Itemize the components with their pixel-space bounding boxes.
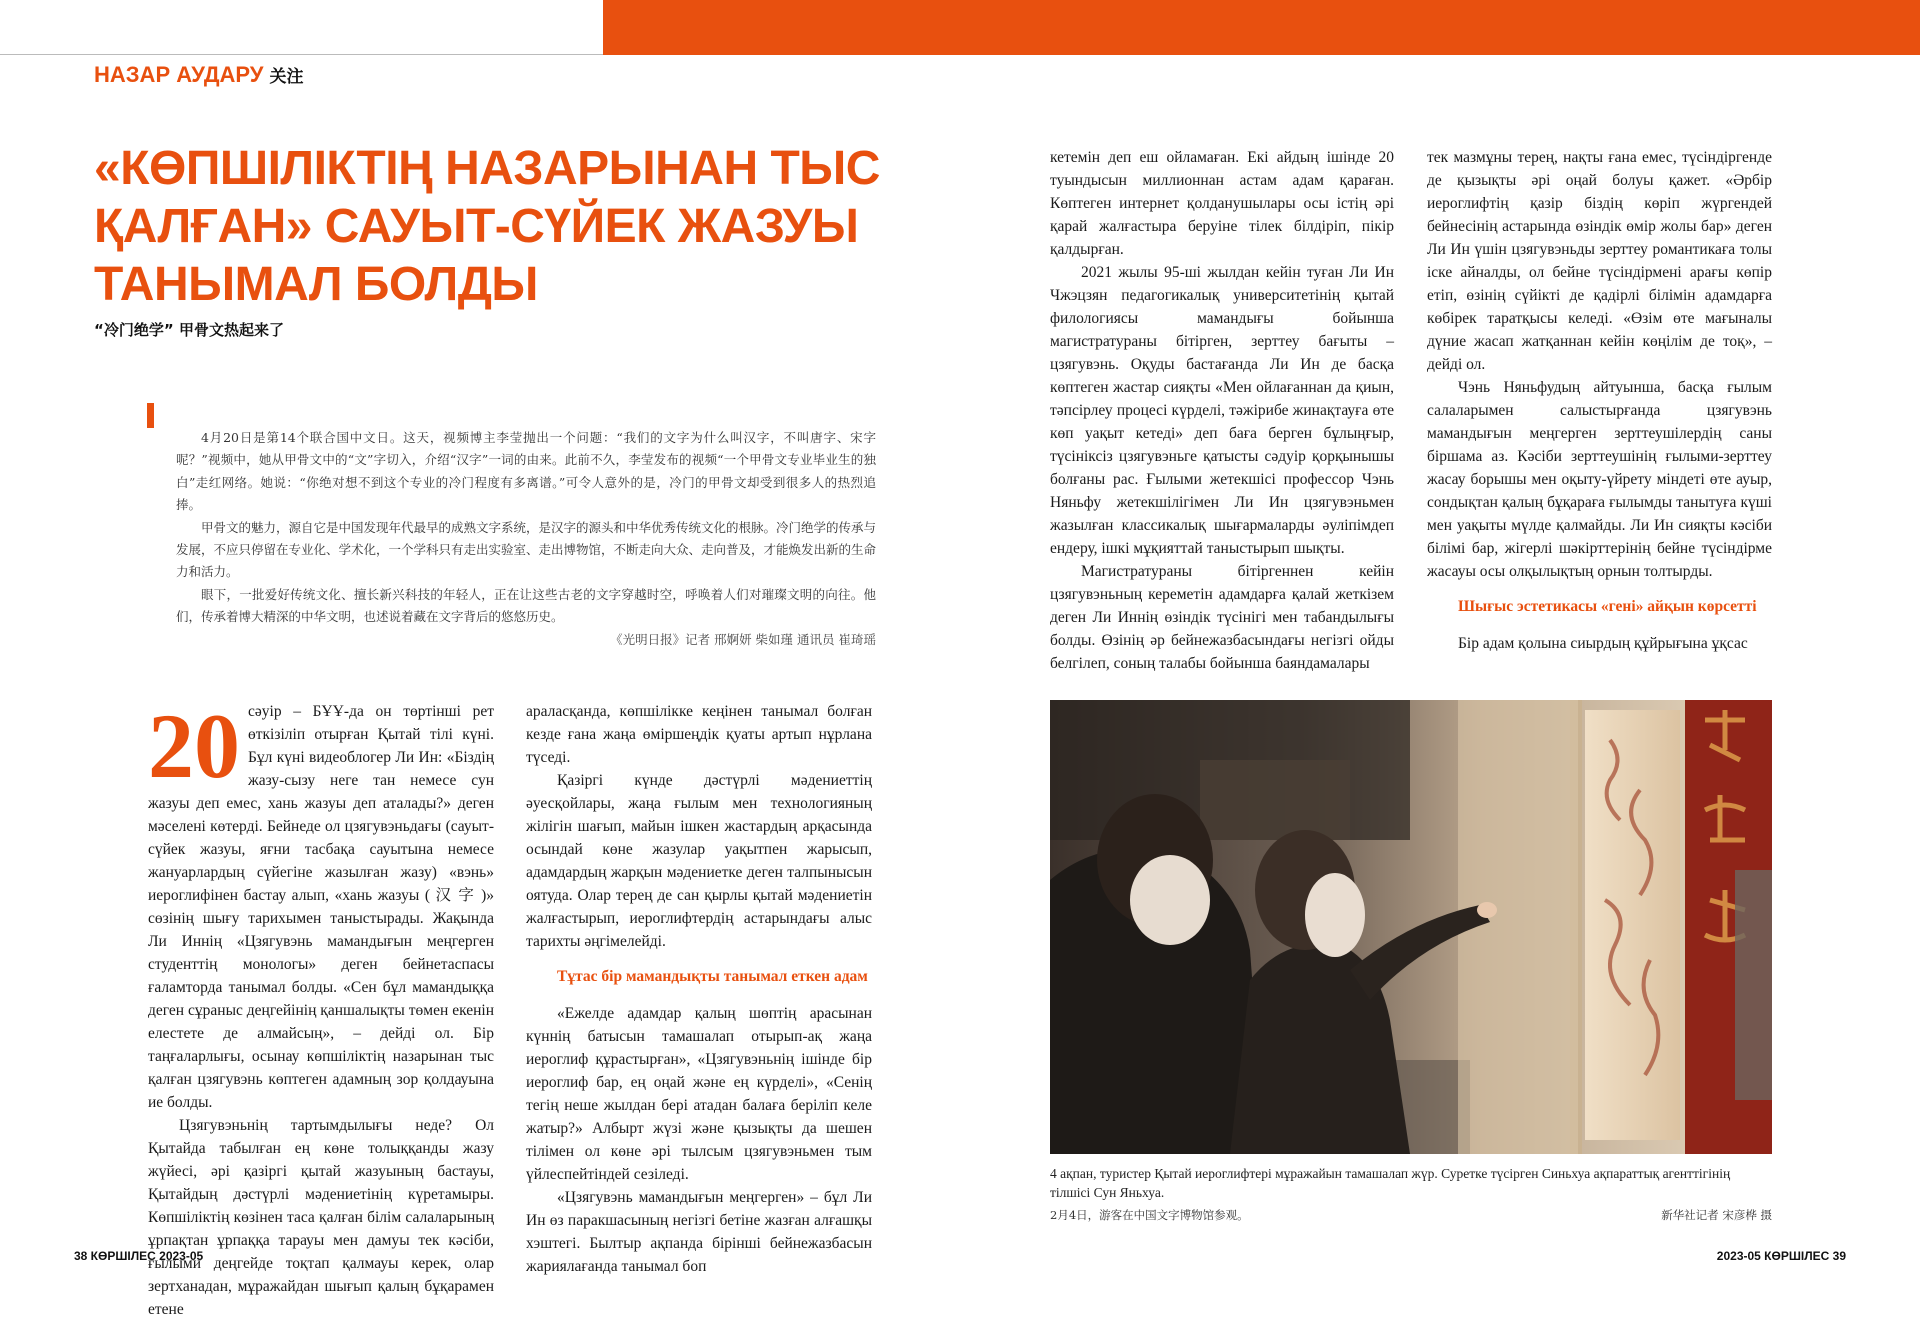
body-paragraph: «Ежелде адамдар қалың шөптің арасынан күннің батысын тамашалап отырып-ақ жаңа иероглиф құрастырған», «Цзягувэньнің ішінде бір иероглиф бар, ең оңай және ең күрделі», «Сенің тегің неше жылдан бері атадан балаға беріліп келе жатыр?» Албырт жүзі және қызықты да шешен тілімен ол көне әрі тылсым цзягувэньмен тым үйлеспейтіндей сезіледі.	[526, 1005, 872, 1183]
body-paragraph: Чэнь Няньфудың айтуынша, басқа ғылым салаларымен салыстырғанда цзягувэнь мамандығын меңгерген зерттеушілердің саны біршама аз. Кәсіби зерттеушінің ғылыми-зерттеу жасау борышы мен оқыту-үйрету міндеті өте ауыр, сондықтан қалың бұқараға ғылымды танытуға күші мен уақыты мүлде қалмайды. Ли Ин сияқты кәсіби білімі бар, жігерлі шәкірттерінің бейне түсіндірме жасауы осы олқылықтың орнын толтырды.	[1427, 379, 1772, 580]
caption-zh: 2月4日，游客在中国文字博物馆参观。	[1050, 1208, 1249, 1222]
lead-credit: 《光明日报》记者 邢婀妍 柴如瑾 通讯员 崔琦瑶	[610, 631, 876, 647]
caption-zh-row	[1050, 1206, 1772, 1225]
body-paragraph: Цзягувэньнің тартымдылығы неде? Ол Қытайда табылған ең көне толыққанды жазу жүйесі, әрі қазіргі қытай жазуының бастауы, Қытайдың дәстүрлі мәдениетінің күретамыры. Көпшіліктің көзінен таса қалған білім салаларының ұрпақтан ұрпаққа тарауы мен дамуы тек кәсіби, ғылыми деңгейде тоқтап қалмауы керек, олар зертханадан, мұражайдан шығып қалың бұқарамен етене	[148, 1117, 494, 1318]
section-label-zh: 关注	[269, 67, 304, 86]
body-column-1	[148, 695, 494, 1321]
section-label	[94, 62, 303, 88]
body-paragraph: араласқанда, көпшілікке кеңінен танымал болған кезде ғана жаңа өміршеңдік қуаты артып нұрлана түседі.	[526, 703, 872, 766]
section-heading: Шығыс эстетикасы «гені» айқын көрсетті	[1458, 598, 1757, 615]
body-column-3	[1050, 146, 1394, 675]
body-paragraph: Магистратураны бітіргеннен кейін цзягувэньның кереметін адамдарға қалай жеткізем деген Ли Иннің өзіндік түсінігі мен табандылығы болды. Өзінің әр бейнежазбасындағы негізгі ойды белгілеп, соның талабы бойынша баяндамалары	[1050, 563, 1394, 672]
lead-paragraph: 4月20日是第14个联合国中文日。这天，视频博主李莹抛出一个问题：“我们的文字为什么叫汉字，不叫唐字、宋字呢？”视频中，她从甲骨文中的“文”字切入，介绍“汉字”一词的由来。此前不久，李莹发布的视频“一个甲骨文专业毕业生的独白”走红网络。她说：“你绝对想不到这个专业的冷门程度有多离谱。”可令人意外的是，冷门的甲骨文却受到很多人的热烈追捧。	[176, 430, 876, 513]
section-heading: Тұтас бір мамандықты танымал еткен адам	[557, 968, 868, 985]
scroll-panel	[1585, 710, 1680, 1140]
body-paragraph	[148, 695, 494, 1114]
body-column-2	[526, 700, 872, 1278]
article-subtitle-zh: “冷门绝学” 甲骨文热起来了	[94, 321, 284, 339]
title-line-1: «КӨПШІЛІКТІҢ НАЗАРЫНАН ТЫС	[94, 142, 880, 195]
body-paragraph: кетемін деп еш ойламаған. Екі айдың ішінде 20 туындысын миллионнан астам адам қараған. Көптеген интернет қолданушылары осы істің әрі қарай жалғастыра беруіне тілек білдіріп, пікір қалдырған.	[1050, 149, 1394, 258]
chinese-lead	[176, 427, 876, 651]
museum-photo	[1050, 700, 1772, 1154]
page-folio-right: 2023-05 КӨРШІЛЕС 39	[1716, 1249, 1846, 1263]
caption-kk: 4 ақпан, туристер Қытай иероглифтері мұражайын тамашалап жүр. Суретке түсірген Синьхуа ақпараттық агенттігінің тілшісі Сун Яньхуа.	[1050, 1166, 1731, 1200]
lead-paragraph: 甲骨文的魅力，源自它是中国发现年代最早的成熟文字系统，是汉字的源头和中华优秀传统文化的根脉。冷门绝学的传承与发展，不应只停留在专业化、学术化，一个学科只有走出实验室、走出博物馆，不断走向大众、走向普及，才能焕发出新的生命力和活力。	[176, 519, 877, 580]
body-text: сәуір – БҰҰ-да он төртінші рет өткізіліп отырған Қытай тілі күні. Бұл күні видеоблогер Ли Ин: «Біздің жазу-сызу неге тан немесе сун жазуы деп емес, хань жазуы деп аталады?» деген мәселені көтерді. Бейнеде ол цзягувэньдағы (сауыт-сүйек жазуы, яғни тасбақа сауытына немесе жануарлардың сүйегіне жазылған жазу) «вэнь» иероглифінен бастау алып, «хань жазуы ( 汉 字 )» сөзінің шығу тарихымен таныстырады. Жақында Ли Иннің «Цзягувэнь мамандығын меңгерген студенттің монологы» деген бейнетаспасы ғаламторда танымал болды. «Сен бұл мамандыққа деген сұраныс деңгейінің қаншалықты төмен екенін елестете де алмайсың», – дейді ол. Бір таңғаларлығы, осынау көпшіліктің назарынан тыс қалған цзягувэнь көптеген адамның зор қолдауына ие болды.	[148, 703, 494, 1111]
body-paragraph: тек мазмұны терең, нақты ғана емес, түсіндіргенде де қызықты әрі оңай болуы қажет. «Әрбір иероглифтің қазір біздің көріп жүргендей бейнесінің астарында өзіндік өмір жолы бар» деген Ли Ин үшін цзягувэньды зерттеу романтикаға толы іске айналды, ол бейне түсіндірмені арағы көпір етіп, өзінің сүйікті де қадірлі білімін адамдарға көбірек таратқысы келеді. «Өзім өте мағыналы дүние жасап жатқаннан кейін көңілім де тоқ», – дейді ол.	[1427, 149, 1772, 373]
body-paragraph: «Цзягувэнь мамандығын меңгерген» – бұл Ли Ин өз паракшасының негізгі бетіне жазған алғашқы хэштегі. Былтыр ақпанда бірінші бейнежазбасын жариялағанда танымал боп	[526, 1189, 872, 1275]
top-accent-bar	[603, 0, 1920, 55]
photo-caption	[1050, 1164, 1772, 1225]
body-paragraph: Бір адам қолына сиырдың құйрығына ұқсас	[1458, 635, 1748, 652]
lead-marker	[147, 403, 154, 428]
title-line-2: ҚАЛҒАН» САУЫТ-СҮЙЕК ЖАЗУЫ	[94, 200, 859, 253]
photo-credit-zh: 新华社记者 宋彦桦 摄	[1661, 1208, 1772, 1222]
lead-paragraph: 眼下，一批爱好传统文化、擅长新兴科技的年轻人，正在让这些古老的文字穿越时空，呼唤着人们对璀璨文明的向往。他们，传承着博大精深的中华文明，也述说着藏在文字背后的悠悠历史。	[176, 586, 876, 625]
section-label-kk: НАЗАР АУДАРУ	[94, 62, 264, 87]
article-title	[94, 140, 880, 314]
body-paragraph: Қазіргі күнде дәстүрлі мәдениеттің әуесқойлары, жаңа ғылым мен технологияның жілігін шағып, майын ішкен жастардың арқасында осындай көне жазулар уақытпен жарысып, адамдардың жарқын мәдениетке деген талпынысын оятуда. Олар терең де сан қырлы қытай мәдениетін жалғастырып, иероглифтердің астарындағы алыс тарихты әңгімелейді.	[526, 772, 872, 950]
title-line-3: ТАНЫМАЛ БОЛДЫ	[94, 258, 538, 311]
museum-photo-illustration	[1050, 700, 1772, 1154]
page-folio-left: 38 КӨРШІЛЕС 2023-05	[74, 1249, 204, 1263]
body-column-4	[1427, 146, 1772, 655]
body-paragraph: 2021 жылы 95-ші жылдан кейін туған Ли Ин Чжэцзян педагогикалық университетінің қытай филологиясы мамандығы бойынша магистратураны бітірген, зерттеу бағыты – цзягувэнь. Оқуды бастағанда Ли Ин де басқа көптеген жастар сияқты «Мен ойлағаннан да қиын, тәпсірлеу процесі күрделі, тәжірибе жинақтауға өте көп уақыт кетеді» деп баға берген бұлыңғыр, түсініксіз цзягувэньге қатысты сәдуір қорқынышы болғаны рас. Ғылыми жетекшісі профессор Чэнь Няньфу жетекшілігімен Ли Ин цзягувэньмен жазылған классикалық шығармаларды әуліпімдеп ендеру, ішкі мұқияттай таныстырып шықты.	[1050, 264, 1394, 557]
top-rule	[0, 54, 603, 55]
dropcap: 20	[148, 695, 240, 797]
